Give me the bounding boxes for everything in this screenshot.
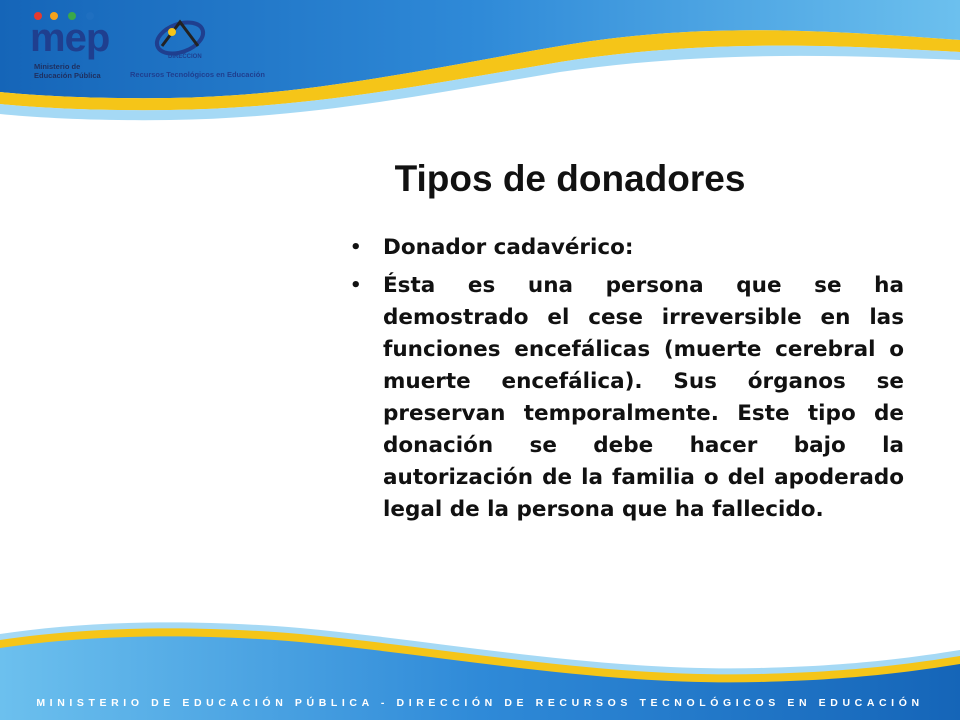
direccion-bottom-text: Recursos Tecnológicos en Educación bbox=[130, 70, 265, 79]
bullet-dot-icon: • bbox=[350, 237, 362, 258]
bullet-text: Ésta es una persona que se ha demostrado el cese irreversible en las funciones encefálicas (muerte cerebral o muerte encefálica). Sus órganos se preservan temporalmente. Este tipo de donación se debe hacer bajo la autorización de la familia o del apoderado legal de la persona que ha fallecido. bbox=[383, 273, 904, 522]
bullet-item bbox=[340, 232, 904, 264]
bullet-dot-icon: • bbox=[350, 275, 362, 296]
bullet-text: Donador cadavérico: bbox=[383, 235, 634, 260]
bullet-list bbox=[340, 232, 904, 532]
direccion-top-text: DIRECCION bbox=[168, 54, 202, 60]
mep-subtitle-line2: Educación Pública bbox=[34, 71, 101, 80]
footer-text: MINISTERIO DE EDUCACIÓN PÚBLICA - DIRECCIÓN DE RECURSOS TECNOLÓGICOS EN EDUCACIÓN bbox=[36, 697, 924, 709]
direccion-logo bbox=[130, 16, 265, 80]
mep-logo bbox=[30, 16, 130, 78]
bullet-item bbox=[340, 270, 904, 526]
slide-title: Tipos de donadores bbox=[394, 158, 746, 199]
mep-wordmark: mep bbox=[30, 16, 110, 60]
mep-subtitle-line1: Ministerio de bbox=[34, 62, 81, 71]
